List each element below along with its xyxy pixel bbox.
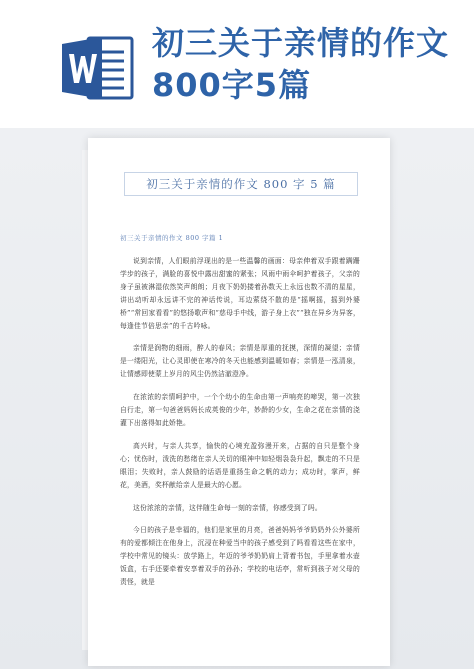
- paragraph: 这份浓浓的亲情，这伴随生命每一刻的亲情，你感受到了吗。: [133, 503, 322, 512]
- paragraph: 说到亲情，人们眼前浮现出的是一些温馨的画面：母亲伸着双手跟着蹒跚学步的孩子，满脸的喜悦中露出甜蜜的紧张；风雨中雨伞呵护着孩子，父亲的身子虽被淋湿依然笑声朗朗；月夜下奶奶搂着孙数天上永远也数不清的星星，讲出动听却永远讲不完的神话传说，耳边萦绕不散的是“摇啊摇，摇到外婆桥”“常回家看看”的悠扬歌声和“慈母手中线，游子身上衣”“独在异乡为异客，每逢佳节倍思亲”的千古吟咏。: [120, 257, 360, 330]
- document-body: [120, 255, 360, 599]
- paragraph: 高兴时，与亲人共享，愉快的心境充盈弥漫开来，占据的自只是整个身心；忧伤时，泼洗的愁绪在亲人关切的眼神中如轻烟袅袅升起，飘走的不只是眼泪；失败时，亲人鼓励的话语是重扬生命之帆的动力；成功时，掌声，鲜花，美酒，奖杯献给亲人是最大的心愿。: [120, 441, 360, 489]
- paragraph: 亲情是润物的细雨，醉人的春风；亲情是厚重的抚摸，深情的凝望；亲情是一缕阳光，让心灵即使在寒冷的冬天也能感到温暖如春；亲情是一泓清泉，让情感即使蒙上岁月的风尘仍然洁澈澄净。: [120, 344, 360, 379]
- word-icon: [62, 36, 134, 100]
- page-title: 初三关于亲情的作文800字5篇: [152, 24, 450, 104]
- paragraph: 今日的孩子是幸福的，他们是家里的月亮，爸爸妈妈爷爷奶奶外公外婆所有的爱都倾注在他身上，沉浸在种爱当中的孩子感受到了吗看看这些在家中，学校中常见的镜头：放学路上，年迈的爷爷奶奶肩上背着书包，手里拿着水壶饭盒，右手还要牵着安享着双手的孙孙；学校的电话亭，常听到孩子对父母的 责怪，就是: [120, 526, 360, 587]
- document-subtitle: 初三关于亲情的作文 800 字篇 1: [120, 234, 224, 242]
- document-page: [88, 138, 390, 666]
- paragraph: 在浓浓的亲情呵护中，一个个幼小的生命由第一声响亮的啼哭，第一次独自行走，第一句爸爸妈妈长成英俊的少年，妙龄的少女，生命之花在亲情的浇灌下出落得如此娇艳。: [120, 393, 360, 427]
- document-title: 初三关于亲情的作文 800 字 5 篇: [124, 172, 358, 196]
- header-banner: [0, 0, 474, 128]
